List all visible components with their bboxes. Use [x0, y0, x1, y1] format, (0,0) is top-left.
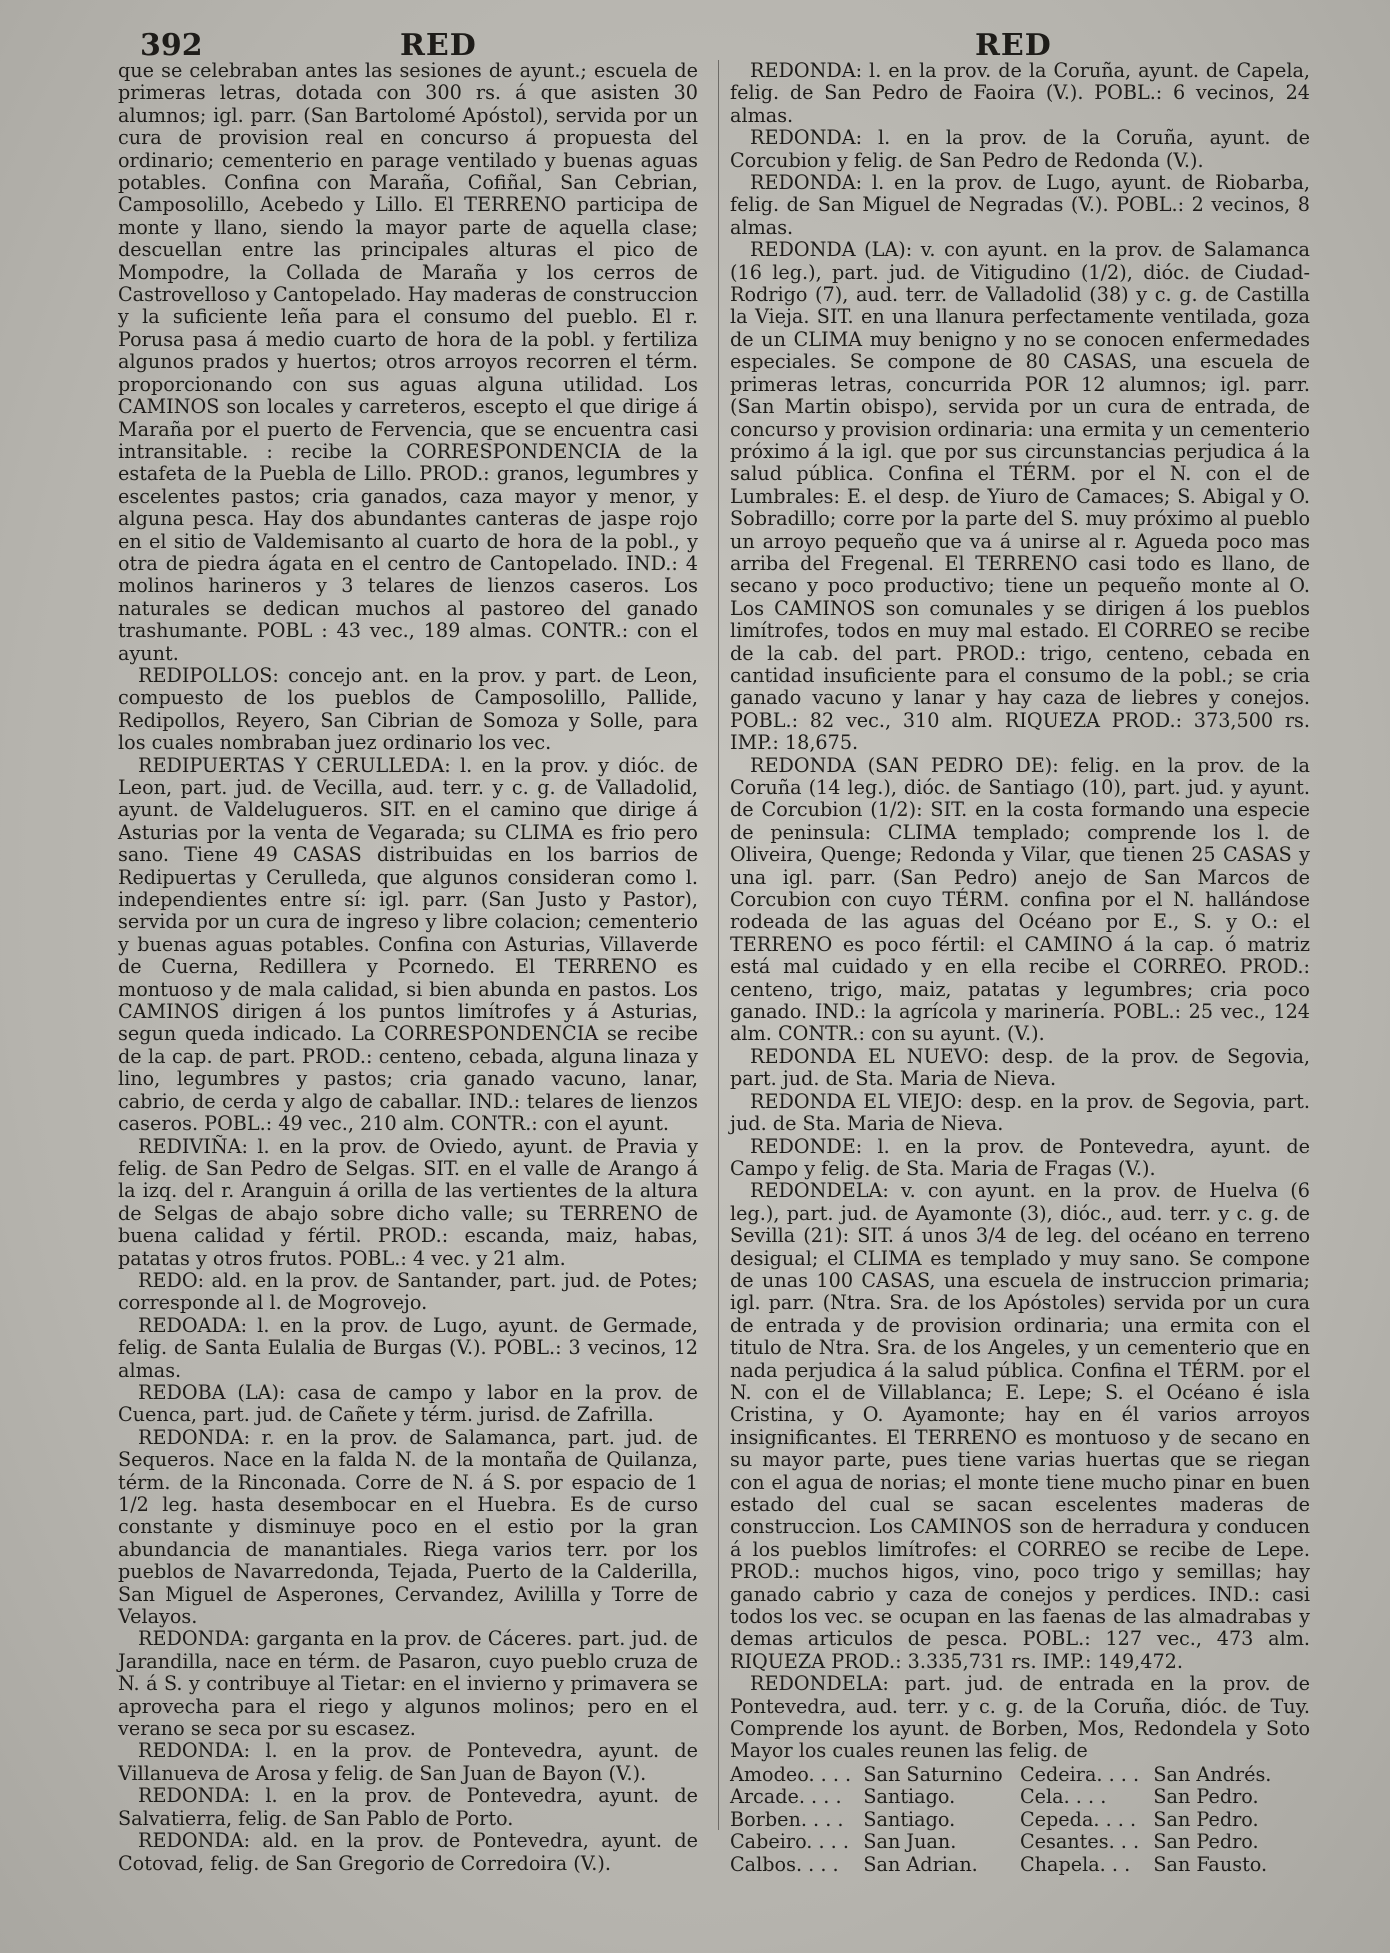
table-cell: Cedeira. . . . [1019, 1762, 1140, 1786]
entry-redoba: REDOBA (LA): casa de campo y labor en la prov. de Cuenca, part. jud. de Cañete y térm. jurisd. de Zafrilla. [118, 1380, 698, 1427]
entry-redivina: REDIVIÑA: l. en la prov. de Oviedo, ayunt. de Pravia y felig. de San Pedro de Selgas. SIT. en el valle de Arango á la izq. del r. Aranguin á orilla de las vertientes de la altura de Selgas de abajo sobre dicho valle; su TERRENO de buena calidad y fértil. PROD.: escanda, maiz, habas, patatas y otros frutos. POBL.: 4 vec. y 21 alm. [118, 1134, 698, 1270]
entry-redipuertas: REDIPUERTAS Y CERULLEDA: l. en la prov. y dióc. de Leon, part. jud. de Vecilla, aud. terr. y c. g. de Valladolid, ayunt. de Valdelugueros. SIT. en el camino que dirige á Asturias por la venta de Vegarada; su CLIMA es frio pero sano. Tiene 49 CASAS distribuidas en los barrios de Redipuertas y Cerulleda, que algunos consideran como l. independientes entre sí: igl. parr. (San Justo y Pastor), servida por un cura de ingreso y libre colacion; cementerio y buenas aguas potables. Confina con Asturias, Villaverde de Cuerna, Redillera y Pcornedo. El TERRENO es montuoso y de mala calidad, si bien abunda en pastos. Los CAMINOS dirigen á los puntos limítrofes y á Asturias, segun queda indicado. La CORRESPONDENCIA se recibe de la cap. de part. PROD.: centeno, cebada, alguna linaza y lino, legumbres y pastos; cria ganado vacuno, lanar, cabrio, de cerda y algo de caballar. IND.: telares de lienzos caseros. POBL.: 49 vec., 210 alm. CONTR.: con el ayunt. [118, 753, 698, 1136]
table-cell: San Pedro. [1153, 1830, 1259, 1854]
table-cell: San Fausto. [1153, 1852, 1268, 1876]
left-column [118, 60, 698, 1875]
entry-redonde: REDONDE: l. en la prov. de Pontevedra, ayunt. de Campo y felig. de Sta. Maria de Fragas (V.). [730, 1134, 1310, 1180]
entry-redonda-capela: REDONDA: l. en la prov. de la Coruña, ayunt. de Capela, felig. de San Pedro de Faoira (V.). POBL.: 6 vecinos, 24 almas. [730, 59, 1310, 127]
table-cell: San Saturnino [863, 1762, 1003, 1786]
table-cell: Calbos. . . . [730, 1852, 839, 1876]
table-cell: San Pedro. [1153, 1785, 1259, 1809]
entry-redonda-rio: REDONDA: r. en la prov. de Salamanca, part. jud. de Sequeros. Nace en la falda N. de la montaña de Quilanza, térm. de la Rinconada. Corre de N. á S. por espacio de 1 1/2 leg. hasta desembocar en el Huebra. Es de curso constante y disminuye poco en el estio por la gran abundancia de manantiales. Riega varios terr. por los pueblos de Navarredonda, Tejada, Puerto de la Calderilla, San Miguel de Asperones, Cervandez, Avililla y Torre de Velayos. [118, 1425, 698, 1629]
right-running-head: RED [975, 28, 1052, 63]
table-cell: Cepeda. . . . [1019, 1807, 1137, 1831]
table-row [730, 1831, 1310, 1853]
entry-redondela-huelva: REDONDELA: v. con ayunt. en la prov. de Huelva (6 leg.), part. jud. de Ayamonte (3), dióc., aud. terr. y c. g. de Sevilla (21): SIT. á unos 3/4 de leg. del océano en terreno desigual; el CLIMA es templado y muy sano. Se compone de unas 100 CASAS, una escuela de instruccion primaria; igl. parr. (Ntra. Sra. de los Apóstoles) servida por un cura de entrada y de provision ordinaria; una ermita con el titulo de Ntra. Sra. de los Angeles, y un cementerio que en nada perjudica á la salud pública. Confina el TÉRM. por el N. con el de Villablanca; E. Lepe; S. el Océano é isla Cristina, y O. Ayamonte; hay en él varios arroyos insignificantes. El TERRENO es montuoso y de secano en su mayor parte, pues tiene varias huertas que se riegan con el agua de norias; el monte tiene mucho pinar en buen estado del cual se sacan escelentes maderas de construccion. Los CAMINOS son de herradura y conducen á los pueblos limítrofes: el CORREO se recibe de Lepe. PROD.: muchos higos, vino, poco trigo y semillas; hay ganado cabrio y caza de conejos y perdices. IND.: casi todos los vec. se ocupan en las faenas de las almadrabas y demas articulos de pesca. POBL.: 127 vec., 473 alm. RIQUEZA PROD.: 3.335,731 rs. IMP.: 149,472. [730, 1179, 1310, 1673]
entry-redonda-el-viejo: REDONDA EL VIEJO: desp. en la prov. de Segovia, part. jud. de Sta. Maria de Nieva. [730, 1089, 1310, 1136]
entry-redonda-salvatierra: REDONDA: l. en la prov. de Pontevedra, ayunt. de Salvatierra, felig. de San Pablo de Porto. [118, 1784, 698, 1830]
table-cell: Borben. . . . [730, 1807, 844, 1831]
entry-redo: REDO: ald. en la prov. de Santander, part. jud. de Potes; corresponde al l. de Mogrovejo. [118, 1268, 698, 1315]
page-number: 392 [140, 28, 203, 63]
table-cell: Santiago. [863, 1807, 956, 1831]
entry-redonda-cotovad: REDONDA: ald. en la prov. de Pontevedra, ayunt. de Cotovad, felig. de San Gregorio de Corredoira (V.). [118, 1829, 698, 1875]
table-cell: Santiago. [863, 1785, 956, 1809]
table-cell: San Adrian. [863, 1852, 978, 1876]
entry-redonda-san-pedro: REDONDA (SAN PEDRO DE): felig. en la prov. de la Coruña (14 leg.), dióc. de Santiago (10), part. jud. y ayunt. de Corcubion (1/2): SIT. en la costa formando una especie de peninsula: CLIMA templado; comprende los l. de Oliveira, Quenge; Redonda y Vilar, que tienen 25 CASAS y una igl. parr. (San Pedro) anejo de San Marcos de Corcubion con cuyo TÉRM. confina por el N. hallándose rodeada de las aguas del Océano por E., S. y O.: el TERRENO es poco fértil: el CAMINO á la cap. ó matriz está mal cuidado y en ella recibe el CORREO. PROD.: centeno, trigo, maiz, patatas y legumbres; cria poco ganado. IND.: la agrícola y marinería. POBL.: 25 vec., 124 alm. CONTR.: con su ayunt. (V.). [730, 753, 1310, 1046]
table-cell: Arcade. . . . [730, 1785, 842, 1809]
table-row [730, 1809, 1310, 1831]
table-cell: San Pedro. [1153, 1807, 1259, 1831]
table-row [730, 1854, 1310, 1876]
table-cell: Cela. . . . [1019, 1785, 1107, 1809]
table-row [730, 1764, 1310, 1786]
column-divider [718, 60, 719, 1830]
entry-redonda-corcubion: REDONDA: l. en la prov. de la Coruña, ayunt. de Corcubion y felig. de San Pedro de Redonda (V.). [730, 126, 1310, 172]
entry-continuation: que se celebraban antes las sesiones de ayunt.; escuela de primeras letras, dotada con 300 rs. á que asisten 30 alumnos; igl. parr. (San Bartolomé Apóstol), servida por un cura de provision real en concurso á propuesta del ordinario; cementerio en parage ventilado y buenas aguas potables. Confina con Maraña, Cofiñal, San Cebrian, Camposolillo, Acebedo y Lillo. El TERRENO participa de monte y llano, siendo la mayor parte de aquella clase; descuellan entre las principales alturas el pico de Mompodre, la Collada de Maraña y los cerros de Castrovelloso y Cantopelado. Hay maderas de construccion y la suficiente leña para el consumo del pueblo. El r. Porusa pasa á medio cuarto de hora de la pobl. y fertiliza algunos prados y huertos; otros arroyos recorren el térm. proporcionando con sus aguas alguna utilidad. Los CAMINOS son locales y carreteros, escepto el que dirige á Maraña por el puerto de Fervencia, que se encuentra casi intransitable. : recibe la CORRESPONDENCIA de la estafeta de la Puebla de Lillo. PROD.: granos, legumbres y escelentes pastos; cria ganados, caza mayor y menor, y alguna pesca. Hay dos abundantes canteras de jaspe rojo en el sitio de Valdemisanto al cuarto de hora de la pobl., y otra de piedra ágata en el centro de Cantopelado. IND.: 4 molinos harineros y 3 telares de lienzos caseros. Los naturales se dedican muchos al pastoreo del ganado trashumante. POBL : 43 vec., 189 almas. CONTR.: con el ayunt. [118, 59, 698, 665]
entry-redonda-riobarba: REDONDA: l. en la prov. de Lugo, ayunt. de Riobarba, felig. de San Miguel de Negradas (V.). POBL.: 2 vecinos, 8 almas. [730, 171, 1310, 239]
entry-redoada: REDOADA: l. en la prov. de Lugo, ayunt. de Germade, felig. de Santa Eulalia de Burgas (V.). POBL.: 3 vecinos, 12 almas. [118, 1313, 698, 1382]
table-cell: Cesantes. . . [1019, 1830, 1140, 1854]
table-cell: San Andrés. [1153, 1762, 1272, 1786]
right-column [730, 60, 1310, 1876]
table-cell: San Juan. [863, 1830, 957, 1854]
entry-redonda-garganta: REDONDA: garganta en la prov. de Cáceres. part. jud. de Jarandilla, nace en térm. de Pasaron, cuyo pueblo cruza de N. á S. y contribuye al Tietar: en el invierno y primavera se aprovecha para el riego y algunos molinos; pero en el verano se seca por su escasez. [118, 1627, 698, 1741]
entry-redonda-el-nuevo: REDONDA EL NUEVO: desp. de la prov. de Segovia, part. jud. de Sta. Maria de Nieva. [730, 1044, 1310, 1091]
table-cell: Chapela. . . [1019, 1852, 1131, 1876]
entry-redonda-la: REDONDA (LA): v. con ayunt. en la prov. de Salamanca (16 leg.), part. jud. de Vitigudino (1/2), dióc. de Ciudad-Rodrigo (7), aud. terr. de Valladolid (38) y c. g. de Castilla la Vieja. SIT. en una llanura perfectamente ventilada, goza de un CLIMA muy benigno y no se conocen enfermedades especiales. Se compone de 80 CASAS, una escuela de primeras letras, concurrida POR 12 alumnos; igl. parr. (San Martin obispo), servida por un cura de entrada, de concurso y provision ordinaria: una ermita y un cementerio próximo á la igl. que por sus circunstancias perjudica á la salud pública. Confina el TÉRM. por el N. con el de Lumbrales: E. el desp. de Yiuro de Camaces; S. Abigal y O. Sobradillo; corre por la parte del S. muy próximo al pueblo un arroyo pequeño que va á unirse al r. Agueda poco mas arriba del Fregenal. El TERRENO casi todo es llano, de secano y poco productivo; tiene un pequeño monte al O. Los CAMINOS son comunales y se dirigen á los pueblos limítrofes, todos en muy mal estado. El CORREO se recibe de la cab. del part. PROD.: trigo, centeno, cebada en cantidad insuficiente para el consumo de la pobl.; se cria ganado vacuno y lanar y hay caza de liebres y conejos. POBL.: 82 vec., 310 alm. RIQUEZA PROD.: 373,500 rs. IMP.: 18,675. [730, 238, 1310, 755]
left-running-head: RED [400, 28, 477, 63]
table-row [730, 1786, 1310, 1808]
table-cell: Cabeiro. . . . [730, 1830, 849, 1854]
entry-redonda-villanueva: REDONDA: l. en la prov. de Pontevedra, ayunt. de Villanueva de Arosa y felig. de San Juan de Bayon (V.). [118, 1739, 698, 1785]
table-cell: Amodeo. . . . [730, 1762, 852, 1786]
parish-table [730, 1764, 1310, 1876]
entry-redipollos: REDIPOLLOS: concejo ant. en la prov. y part. de Leon, compuesto de los pueblos de Camposolillo, Pallide, Redipollos, Reyero, San Cibrian de Somoza y Solle, para los cuales nombraban juez ordinario los vec. [118, 663, 698, 755]
entry-redondela-partido: REDONDELA: part. jud. de entrada en la prov. de Pontevedra, aud. terr. y c. g. de la Coruña, dióc. de Tuy. Comprende los ayunt. de Borben, Mos, Redondela y Soto Mayor los cuales reunen las felig. de [730, 1672, 1310, 1763]
